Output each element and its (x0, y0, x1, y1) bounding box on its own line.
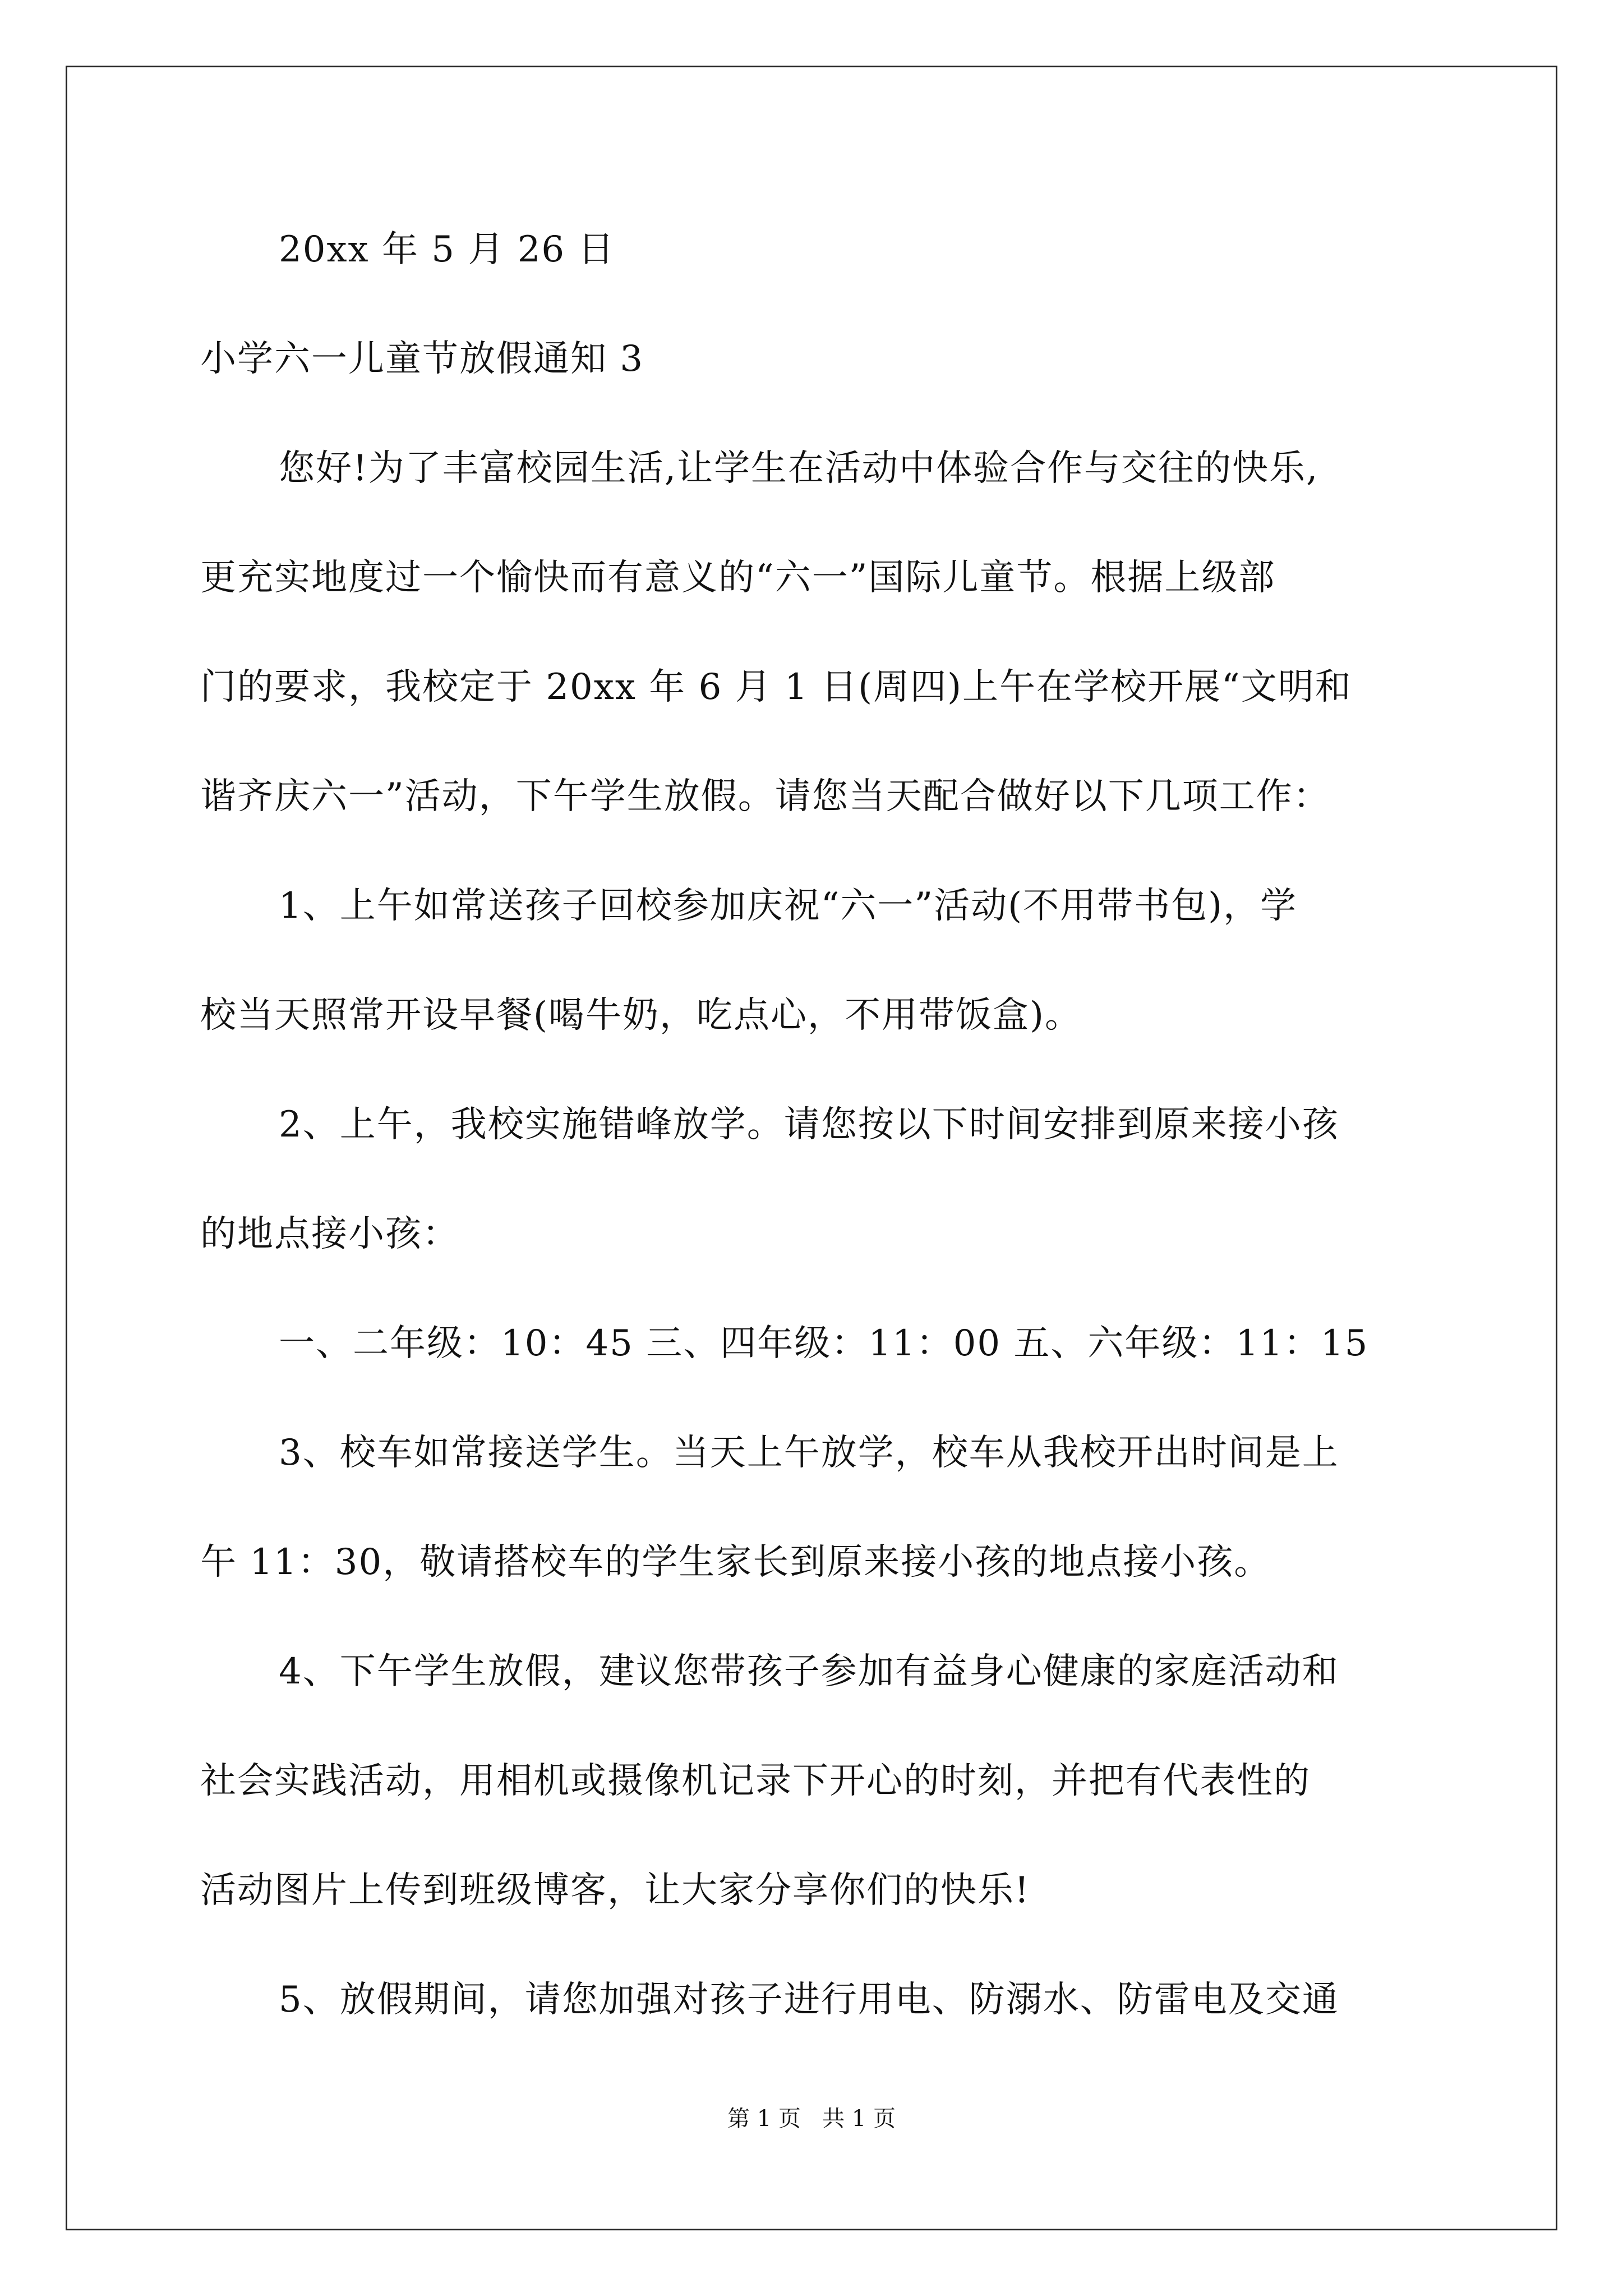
item-4-line-1: 4、下午学生放假，建议您带孩子参加有益身心健康的家庭活动和 (279, 1651, 1339, 1692)
date-line: 20xx 年 5 月 26 日 (279, 229, 615, 270)
notice-heading: 小学六一儿童节放假通知 3 (200, 338, 644, 380)
item-2-line-2: 的地点接小孩： (200, 1213, 459, 1255)
page-number: 第 1 页 共 1 页 (727, 2106, 896, 2132)
item-4-line-2: 社会实践活动，用相机或摄像机记录下开心的时刻，并把有代表性的 (200, 1760, 1311, 1802)
item-5-line-1: 5、放假期间，请您加强对孩子进行用电、防溺水、防雷电及交通 (279, 1979, 1339, 2021)
item-2-line-1: 2、上午，我校实施错峰放学。请您按以下时间安排到原来接小孩 (279, 1104, 1339, 1145)
item-3-line-2: 午 11：30，敬请搭校车的学生家长到原来接小孩的地点接小孩。 (200, 1542, 1271, 1583)
item-4-line-3: 活动图片上传到班级博客，让大家分享你们的快乐! (200, 1870, 1030, 1911)
item-1-line-1: 1、上午如常送孩子回校参加庆祝“六一”活动(不用带书包)，学 (279, 885, 1298, 927)
body-line-3: 门的要求，我校定于 20xx 年 6 月 1 日(周四)上午在学校开展“文明和 (200, 666, 1352, 708)
body-line-2: 更充实地度过一个愉快而有意义的“六一”国际儿童节。根据上级部 (200, 557, 1276, 599)
body-line-4: 谐齐庆六一”活动，下午学生放假。请您当天配合做好以下几项工作： (200, 776, 1330, 817)
pickup-schedule: 一、二年级：10：45 三、四年级：11：00 五、六年级：11：15 (279, 1323, 1369, 1364)
body-line-1: 您好!为了丰富校园生活,让学生在活动中体验合作与交往的快乐, (279, 448, 1319, 489)
item-3-line-1: 3、校车如常接送学生。当天上午放学，校车从我校开出时间是上 (279, 1432, 1339, 1474)
item-1-line-2: 校当天照常开设早餐(喝牛奶，吃点心，不用带饭盒)。 (200, 995, 1082, 1036)
